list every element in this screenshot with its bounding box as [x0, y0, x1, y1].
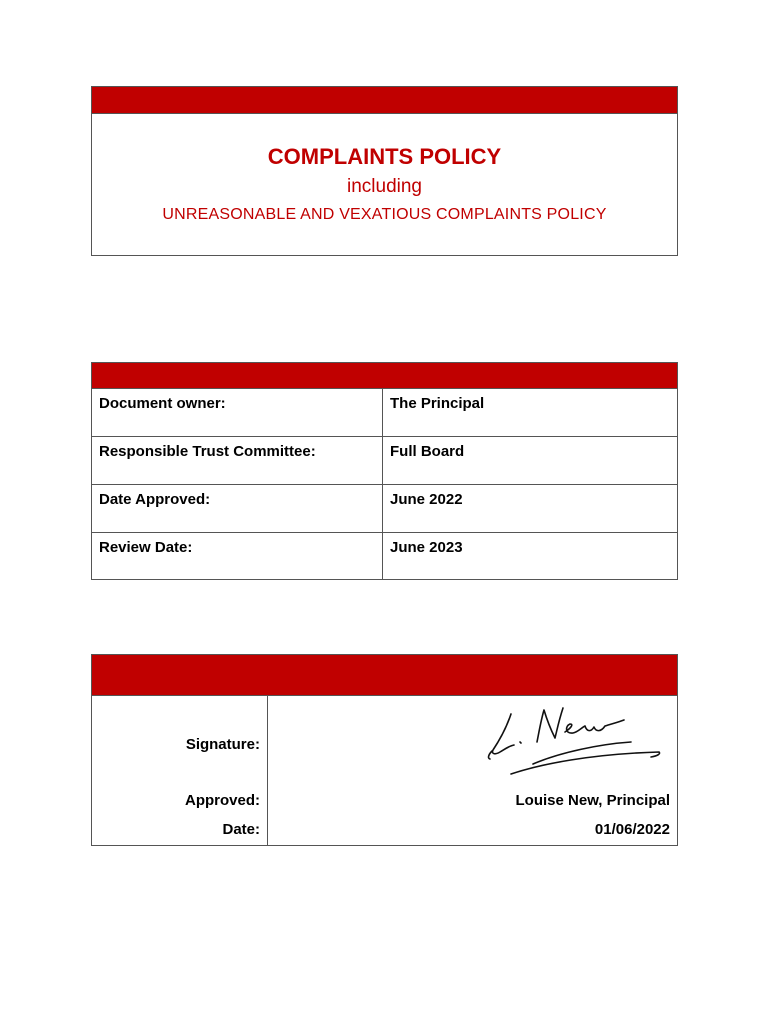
table-row [92, 389, 677, 437]
row-value-date-approved: June 2022 [390, 491, 463, 508]
approved-value: Louise New, Principal [515, 792, 670, 809]
table-row [92, 437, 677, 485]
row-value-document-owner: The Principal [390, 395, 485, 412]
date-value: 01/06/2022 [594, 821, 670, 838]
document-title: COMPLAINTS POLICY [267, 144, 502, 169]
table-row [92, 533, 677, 580]
info-red-bar [92, 363, 677, 389]
row-value-committee: Full Board [390, 443, 465, 460]
document-secondary-title: UNREASONABLE AND VEXATIOUS COMPLAINTS POLICY [162, 206, 607, 223]
row-label-document-owner: Document owner: [92, 389, 383, 436]
signoff-labels [92, 696, 268, 846]
row-label-committee: Responsible Trust Committee: [92, 437, 383, 484]
title-red-bar [92, 87, 677, 114]
signoff-box [91, 654, 678, 846]
date-label: Date: [222, 821, 260, 838]
document-subtitle: including [347, 176, 422, 197]
document-info-table [91, 362, 678, 580]
table-row [92, 485, 677, 533]
signoff-red-bar [92, 655, 677, 696]
title-box [91, 86, 678, 256]
handwritten-signature [481, 702, 671, 782]
signature-label: Signature: [185, 736, 260, 753]
signoff-values [268, 696, 677, 846]
row-label-date-approved: Date Approved: [92, 485, 383, 532]
approved-label: Approved: [185, 792, 260, 809]
row-label-review-date: Review Date: [92, 533, 383, 580]
row-value-review-date: June 2023 [390, 539, 463, 556]
